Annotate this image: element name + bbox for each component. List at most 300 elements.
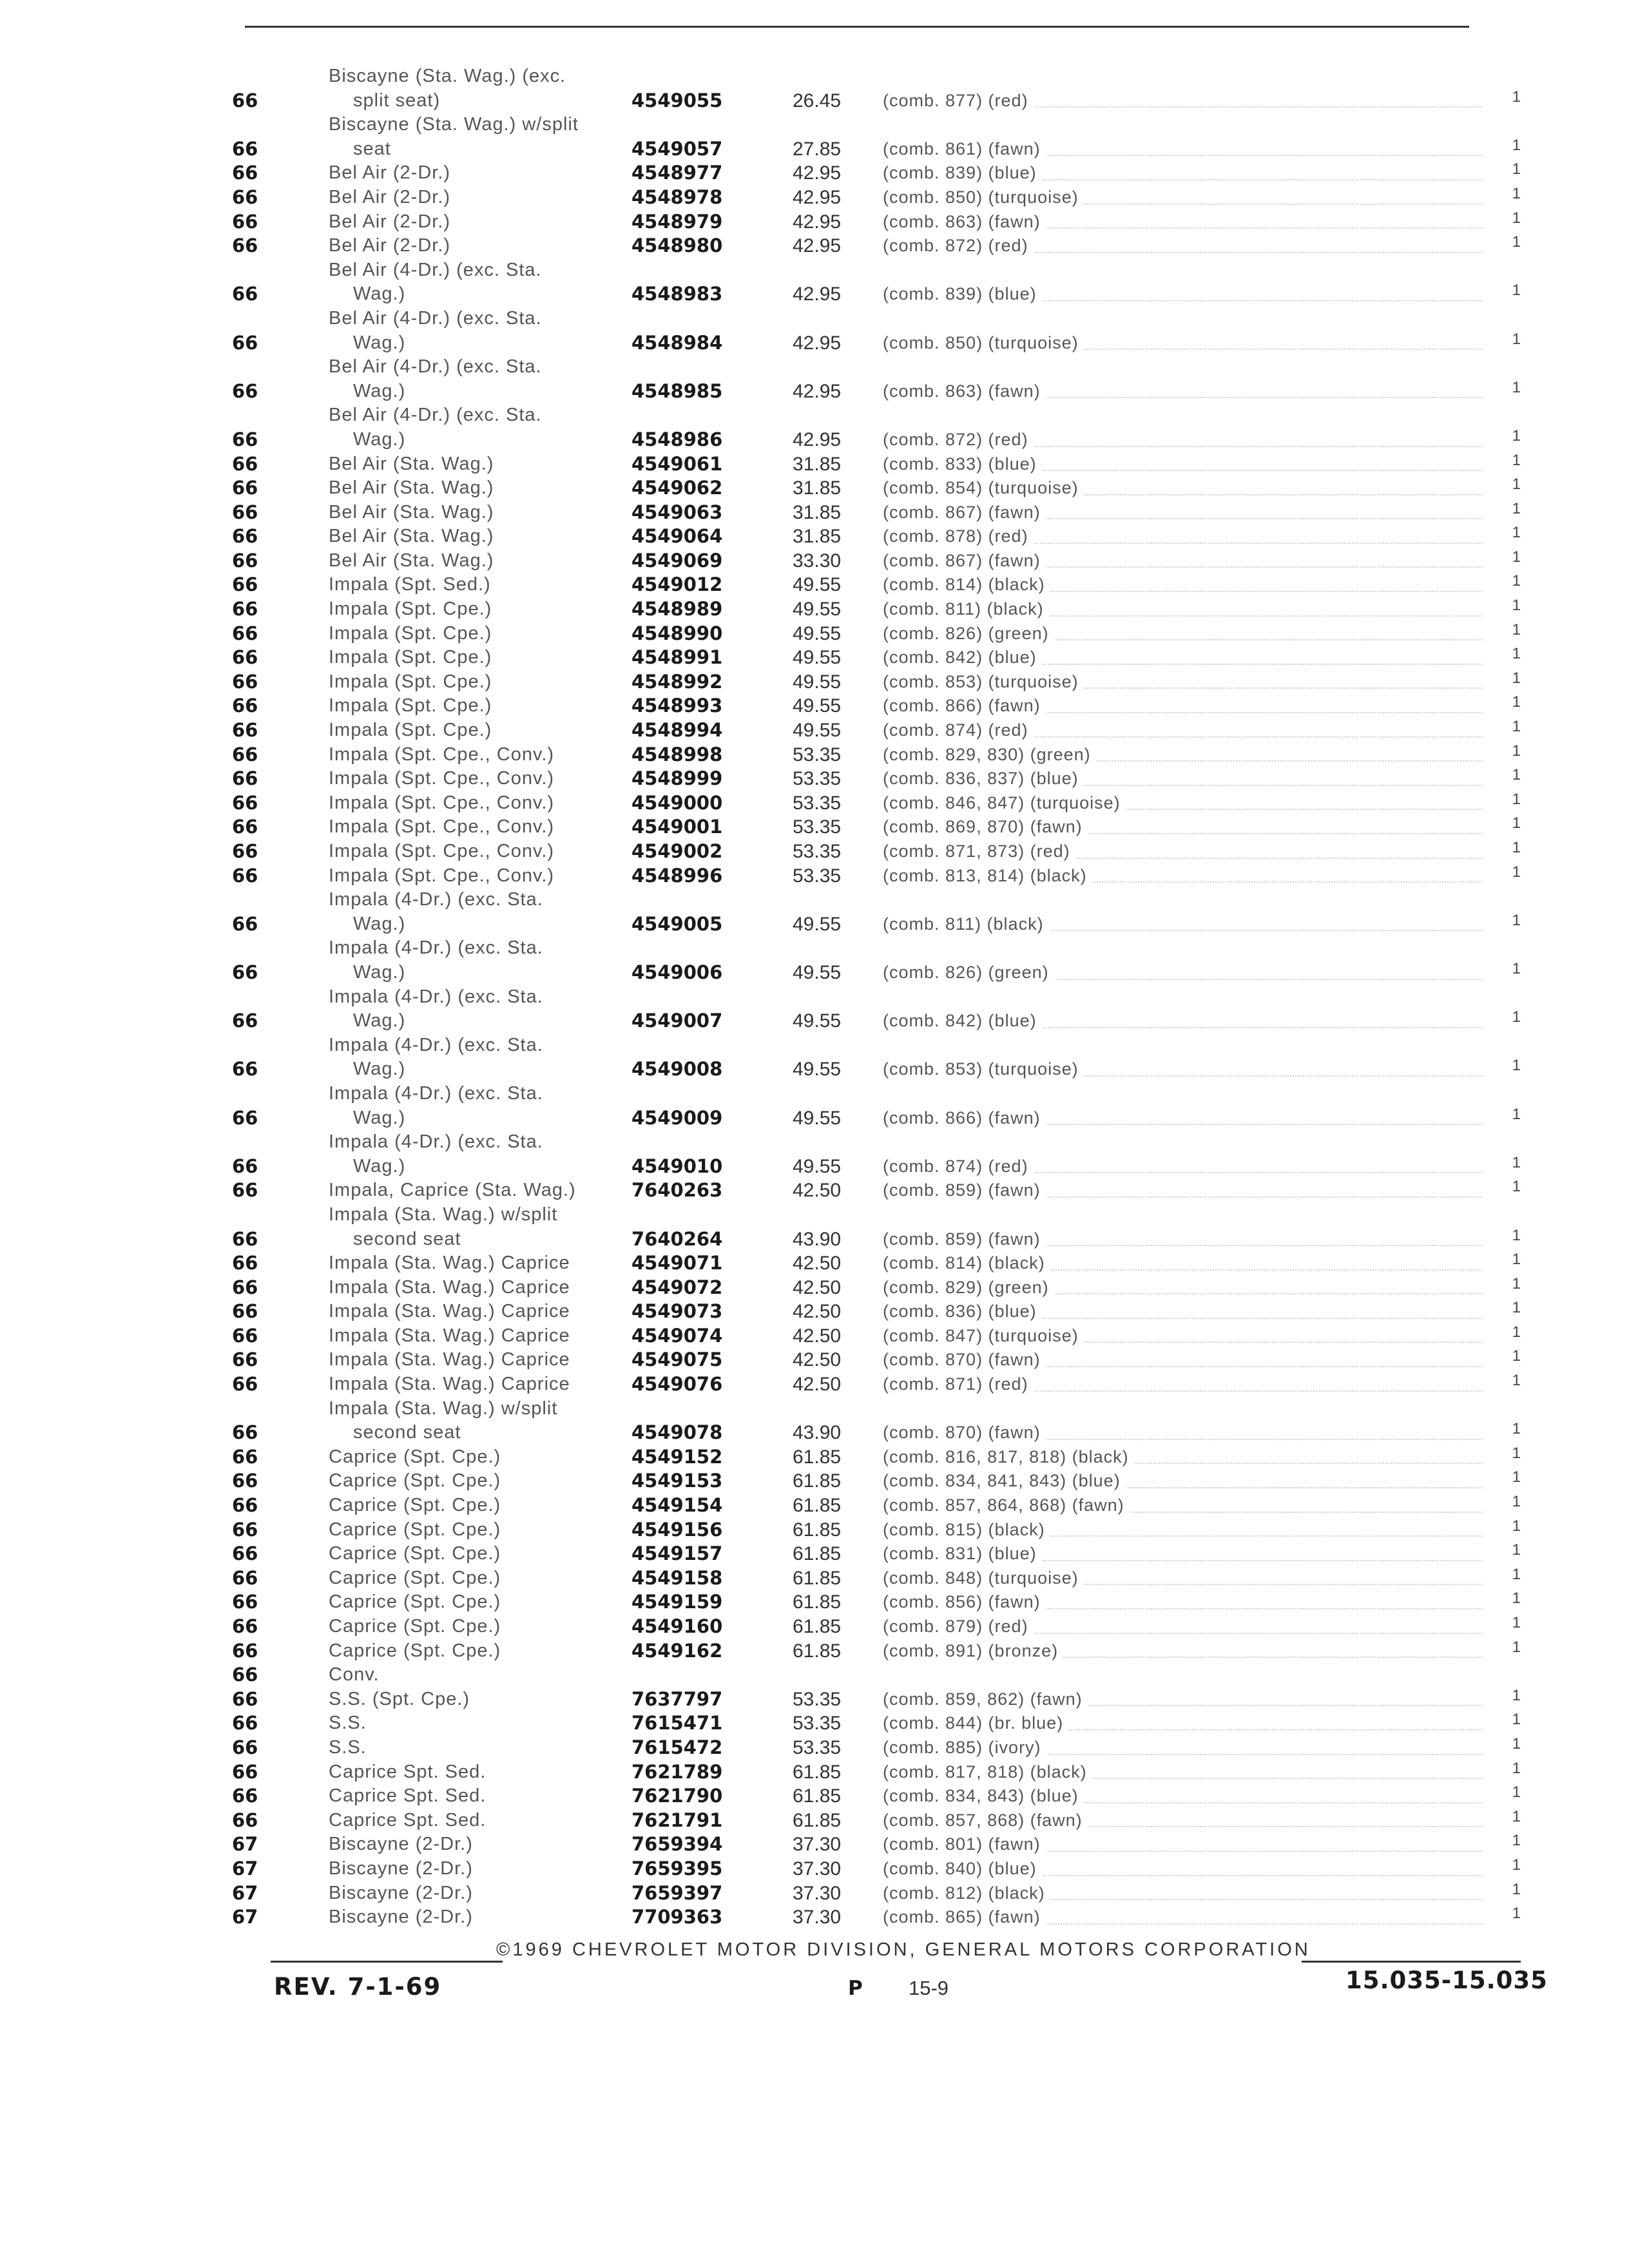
description-line: Impala (Spt. Cpe.) — [329, 647, 492, 668]
trim-combination-text: (comb. 847) (turquoise) — [883, 1326, 1084, 1345]
quantity: 1 — [1512, 184, 1521, 202]
quantity: 1 — [1512, 911, 1521, 929]
trim-combination-text: (comb. 859) (fawn) — [883, 1180, 1046, 1200]
model-year: 66 — [232, 1591, 258, 1613]
part-number: 4548979 — [631, 210, 723, 233]
part-row — [232, 1566, 1534, 1591]
quantity: 1 — [1512, 1251, 1521, 1269]
part-row — [232, 1760, 1534, 1785]
model-year: 66 — [232, 1373, 258, 1396]
trim-combination-text: (comb. 870) (fawn) — [883, 1350, 1046, 1369]
model-year: 66 — [232, 1687, 258, 1710]
description-line: Bel Air (2-Dr.) — [329, 186, 451, 207]
description-line: Impala (Spt. Cpe.) — [329, 622, 492, 644]
quantity: 1 — [1512, 1735, 1521, 1753]
model-year: 66 — [232, 1542, 258, 1565]
part-row — [232, 355, 1534, 403]
list-price: 61.85 — [793, 1543, 842, 1565]
trim-combination-text: (comb. 811) (black) — [883, 599, 1049, 619]
trim-combination — [883, 670, 1501, 695]
part-row — [232, 1639, 1534, 1664]
part-number: 4548990 — [631, 622, 723, 644]
vehicle-description — [329, 1809, 606, 1833]
model-year: 66 — [232, 210, 258, 233]
list-price: 61.85 — [793, 1470, 842, 1492]
quantity: 1 — [1512, 1468, 1521, 1486]
description-line: Caprice Spt. Sed. — [329, 1809, 487, 1831]
trim-combination — [883, 1663, 1501, 1687]
quantity: 1 — [1512, 1541, 1521, 1559]
part-number: 4548998 — [631, 743, 723, 765]
model-year: 66 — [232, 89, 258, 111]
trim-combination — [883, 1639, 1501, 1664]
description-line: Wag.) — [353, 913, 406, 934]
trim-combination-text: (comb. 826) (green) — [883, 963, 1054, 982]
quantity: 1 — [1512, 1274, 1521, 1293]
description-line: Wag.) — [353, 1010, 406, 1032]
part-number: 7621791 — [631, 1809, 723, 1831]
model-year: 66 — [232, 1179, 258, 1202]
part-number: 4549062 — [631, 477, 723, 499]
list-price: 49.55 — [793, 695, 842, 717]
list-price: 49.55 — [793, 647, 842, 669]
part-row — [232, 1809, 1534, 1833]
part-number: 4548978 — [631, 186, 723, 208]
vehicle-description — [329, 597, 606, 622]
vehicle-description — [329, 1178, 606, 1203]
trim-combination-text: (comb. 801) (fawn) — [883, 1834, 1046, 1854]
vehicle-description — [329, 670, 606, 695]
trim-combination — [883, 1009, 1501, 1033]
trim-combination — [883, 1421, 1501, 1445]
description-line: Wag.) — [353, 332, 406, 353]
vehicle-description — [329, 1082, 606, 1130]
trim-combination — [883, 694, 1501, 718]
description-line: Wag.) — [353, 1059, 406, 1080]
model-year: 66 — [232, 695, 258, 717]
vehicle-description — [329, 1832, 606, 1857]
trim-combination — [883, 912, 1501, 937]
part-row — [232, 524, 1534, 549]
vehicle-description — [329, 403, 606, 452]
trim-combination — [883, 840, 1501, 864]
part-row — [232, 307, 1534, 355]
trim-combination — [883, 210, 1501, 235]
description-line: S.S. (Spt. Cpe.) — [329, 1688, 470, 1709]
quantity: 1 — [1512, 1565, 1521, 1583]
part-row — [232, 888, 1534, 936]
list-price: 49.55 — [793, 599, 842, 620]
part-number: 4548986 — [631, 428, 723, 450]
part-row — [232, 113, 1534, 161]
trim-combination — [883, 282, 1501, 307]
description-line: Impala (Sta. Wag.) Caprice — [329, 1301, 570, 1322]
model-year: 66 — [232, 1421, 258, 1444]
part-row — [232, 646, 1534, 670]
trim-combination — [883, 234, 1501, 258]
part-number: 4549157 — [631, 1542, 723, 1565]
part-number: 4549005 — [631, 912, 723, 935]
part-row — [232, 1832, 1534, 1857]
trim-combination-text: (comb. 857, 868) (fawn) — [883, 1811, 1088, 1830]
description-line: Impala (Spt. Cpe.) — [329, 720, 492, 741]
vehicle-description — [329, 1857, 606, 1881]
vehicle-description — [329, 476, 606, 501]
part-number: 7709363 — [631, 1906, 723, 1928]
trim-combination-text: (comb. 874) (red) — [883, 720, 1034, 740]
list-price: 53.35 — [793, 865, 842, 887]
vehicle-description — [329, 1324, 606, 1349]
model-year: 66 — [232, 622, 258, 644]
list-price: 61.85 — [793, 1495, 842, 1517]
vehicle-description — [329, 1445, 606, 1470]
quantity: 1 — [1512, 160, 1521, 178]
model-year: 66 — [232, 573, 258, 596]
part-number: 4549006 — [631, 961, 723, 983]
description-line: Impala (Spt. Cpe.) — [329, 671, 492, 692]
trim-combination — [883, 1494, 1501, 1518]
description-line: Bel Air (Sta. Wag.) — [329, 453, 494, 474]
description-line: Caprice (Spt. Cpe.) — [329, 1495, 501, 1516]
description-line: Impala (Spt. Sed.) — [329, 574, 491, 595]
description-line: Bel Air (4-Dr.) (exc. Sta. — [329, 356, 542, 378]
quantity: 1 — [1512, 693, 1521, 711]
model-year: 66 — [232, 1736, 258, 1758]
quantity: 1 — [1512, 645, 1521, 663]
description-line: Impala (Spt. Cpe., Conv.) — [329, 744, 555, 765]
list-price: 49.55 — [793, 961, 842, 983]
vehicle-description — [329, 1542, 606, 1566]
part-number: 4549078 — [631, 1421, 723, 1444]
vehicle-description — [329, 1663, 606, 1687]
list-price: 42.50 — [793, 1374, 842, 1396]
part-row — [232, 1130, 1534, 1178]
footer-rule-left — [271, 1961, 503, 1963]
model-year: 66 — [232, 1349, 258, 1371]
list-price: 42.95 — [793, 380, 842, 402]
part-number: 4549009 — [631, 1106, 723, 1129]
part-number: 4548985 — [631, 380, 723, 402]
trim-combination-text: (comb. 859) (fawn) — [883, 1229, 1046, 1249]
description-line: Bel Air (Sta. Wag.) — [329, 550, 494, 571]
vehicle-description — [329, 1469, 606, 1494]
model-year: 66 — [232, 1058, 258, 1081]
quantity: 1 — [1512, 1686, 1521, 1704]
model-year: 66 — [232, 791, 258, 814]
part-row — [232, 1033, 1534, 1082]
vehicle-description — [329, 234, 606, 258]
top-rule — [245, 26, 1469, 28]
part-row — [232, 1251, 1534, 1276]
model-year: 66 — [232, 549, 258, 572]
description-line: Impala (4-Dr.) (exc. Sta. — [329, 986, 543, 1007]
description-line: Bel Air (Sta. Wag.) — [329, 477, 494, 499]
vehicle-description — [329, 864, 606, 889]
trim-combination — [883, 815, 1501, 840]
quantity: 1 — [1512, 1299, 1521, 1317]
vehicle-description — [329, 1639, 606, 1664]
quantity: 1 — [1512, 1711, 1521, 1729]
quantity: 1 — [1512, 790, 1521, 808]
part-row — [232, 1711, 1534, 1736]
model-year: 66 — [232, 1155, 258, 1177]
part-number: 4549057 — [631, 137, 723, 160]
list-price: 53.35 — [793, 768, 842, 790]
part-row — [232, 936, 1534, 985]
trim-combination — [883, 1372, 1501, 1397]
description-line: Impala (Sta. Wag.) Caprice — [329, 1349, 570, 1370]
trim-combination-text: (comb. 861) (fawn) — [883, 139, 1046, 159]
description-line: Impala (4-Dr.) (exc. Sta. — [329, 1131, 543, 1153]
part-row — [232, 718, 1534, 743]
quantity: 1 — [1512, 959, 1521, 977]
part-number: 7621789 — [631, 1760, 723, 1783]
trim-combination — [883, 428, 1501, 452]
vehicle-description — [329, 1566, 606, 1591]
part-row — [232, 1857, 1534, 1881]
list-price: 42.95 — [793, 162, 842, 184]
description-line: Caprice (Spt. Cpe.) — [329, 1470, 501, 1492]
quantity: 1 — [1512, 1153, 1521, 1171]
quantity: 1 — [1512, 1638, 1521, 1656]
trim-combination-text: (comb. 840) (blue) — [883, 1859, 1042, 1878]
part-row — [232, 1518, 1534, 1542]
part-number: 4549007 — [631, 1010, 723, 1032]
description-line: split seat) — [353, 90, 441, 111]
model-year: 66 — [232, 1445, 258, 1468]
trim-combination-text: (comb. 814) (black) — [883, 575, 1050, 594]
model-year: 66 — [232, 452, 258, 475]
part-row — [232, 597, 1534, 622]
part-number: 4549064 — [631, 525, 723, 548]
model-year: 66 — [232, 598, 258, 620]
part-row — [232, 1615, 1534, 1639]
part-row — [232, 210, 1534, 235]
description-line: Caprice (Spt. Cpe.) — [329, 1519, 501, 1540]
trim-combination — [883, 1736, 1501, 1760]
model-year: 66 — [232, 1106, 258, 1129]
trim-combination-text: (comb. 812) (black) — [883, 1883, 1050, 1903]
part-row — [232, 815, 1534, 840]
trim-combination — [883, 1155, 1501, 1179]
trim-combination — [883, 1445, 1501, 1470]
trim-combination-text: (comb. 834, 841, 843) (blue) — [883, 1471, 1126, 1490]
quantity: 1 — [1512, 451, 1521, 469]
list-price: 49.55 — [793, 1010, 842, 1032]
trim-combination — [883, 1809, 1501, 1833]
part-number: 7659394 — [631, 1833, 723, 1856]
trim-combination-text: (comb. 872) (red) — [883, 430, 1034, 449]
list-price: 33.30 — [793, 550, 842, 572]
quantity: 1 — [1512, 524, 1521, 542]
trim-combination-text: (comb. 863) (fawn) — [883, 212, 1046, 231]
vehicle-description — [329, 210, 606, 235]
trim-combination-text: (comb. 872) (red) — [883, 236, 1034, 255]
vehicle-description — [329, 1687, 606, 1712]
list-price: 31.85 — [793, 526, 842, 548]
trim-combination — [883, 1227, 1501, 1252]
part-row — [232, 840, 1534, 864]
part-number: 4549072 — [631, 1276, 723, 1298]
part-number: 4549073 — [631, 1300, 723, 1323]
description-line: Impala (4-Dr.) (exc. Sta. — [329, 1034, 543, 1055]
model-year: 66 — [232, 961, 258, 983]
part-number: 4549008 — [631, 1058, 723, 1081]
description-line: Conv. — [329, 1664, 380, 1686]
model-year: 66 — [232, 767, 258, 790]
page-label: P — [848, 1977, 863, 2000]
vehicle-description — [329, 113, 606, 161]
model-year: 66 — [232, 1010, 258, 1032]
list-price: 49.55 — [793, 622, 842, 644]
vehicle-description — [329, 1760, 606, 1785]
trim-combination-text: (comb. 885) (ivory) — [883, 1738, 1046, 1757]
part-row — [232, 573, 1534, 597]
vehicle-description — [329, 1494, 606, 1518]
trim-combination — [883, 1106, 1501, 1131]
part-number: 4549160 — [631, 1615, 723, 1637]
model-year: 66 — [232, 1566, 258, 1589]
model-year: 66 — [232, 186, 258, 208]
list-price: 53.35 — [793, 744, 842, 765]
part-number: 4549162 — [631, 1639, 723, 1662]
list-price: 37.30 — [793, 1882, 842, 1904]
trim-combination-text: (comb. 891) (bronze) — [883, 1641, 1063, 1660]
part-row — [232, 1494, 1534, 1518]
model-year: 66 — [232, 1809, 258, 1831]
trim-combination — [883, 452, 1501, 477]
trim-combination-text: (comb. 829, 830) (green) — [883, 745, 1096, 764]
parts-list — [232, 64, 1534, 1930]
part-number: 4549001 — [631, 816, 723, 838]
model-year: 66 — [232, 137, 258, 160]
quantity: 1 — [1512, 669, 1521, 687]
list-price: 61.85 — [793, 1591, 842, 1613]
trim-combination-text: (comb. 850) (turquoise) — [883, 333, 1084, 352]
quantity: 1 — [1512, 597, 1521, 615]
list-price: 53.35 — [793, 792, 842, 814]
quantity: 1 — [1512, 330, 1521, 348]
description-line: Bel Air (2-Dr.) — [329, 235, 451, 256]
vehicle-description — [329, 815, 606, 840]
model-year: 66 — [232, 1300, 258, 1323]
trim-combination-text: (comb. 817, 818) (black) — [883, 1762, 1092, 1782]
model-year: 66 — [232, 1785, 258, 1807]
part-row — [232, 670, 1534, 695]
part-number: 4549010 — [631, 1155, 723, 1177]
model-year: 66 — [232, 646, 258, 669]
part-number: 7615471 — [631, 1712, 723, 1735]
quantity: 1 — [1512, 282, 1521, 300]
model-year: 67 — [232, 1857, 258, 1879]
vehicle-description — [329, 1372, 606, 1397]
list-price: 61.85 — [793, 1640, 842, 1662]
copyright-notice: ©1969 CHEVROLET MOTOR DIVISION, GENERAL MOTORS CORPORATION — [496, 1939, 1311, 1960]
part-number: 4548991 — [631, 646, 723, 669]
description-line: Impala (Spt. Cpe.) — [329, 599, 492, 620]
model-year: 66 — [232, 670, 258, 693]
part-number: 4549061 — [631, 452, 723, 475]
quantity: 1 — [1512, 1880, 1521, 1898]
part-number: 4549154 — [631, 1494, 723, 1517]
description-line: Impala (Spt. Cpe., Conv.) — [329, 768, 555, 789]
trim-combination — [883, 791, 1501, 816]
trim-combination-text: (comb. 870) (fawn) — [883, 1423, 1046, 1442]
quantity: 1 — [1512, 1905, 1521, 1923]
trim-combination — [883, 380, 1501, 404]
trim-combination — [883, 1784, 1501, 1809]
description-line: Impala (Sta. Wag.) Caprice — [329, 1276, 570, 1298]
part-number: 7659397 — [631, 1881, 723, 1904]
part-number: 4549055 — [631, 89, 723, 111]
part-row — [232, 1590, 1534, 1615]
trim-combination-text: (comb. 842) (blue) — [883, 648, 1042, 667]
part-row — [232, 403, 1534, 452]
catalog-range: 15.035-15.035 — [1345, 1966, 1548, 1994]
vehicle-description — [329, 743, 606, 767]
list-price: 49.55 — [793, 574, 842, 596]
trim-combination-text: (comb. 865) (fawn) — [883, 1907, 1046, 1927]
trim-combination-text: (comb. 814) (black) — [883, 1253, 1050, 1273]
list-price: 61.85 — [793, 1567, 842, 1589]
quantity: 1 — [1512, 378, 1521, 396]
description-line: Caprice (Spt. Cpe.) — [329, 1616, 501, 1637]
model-year: 66 — [232, 719, 258, 742]
trim-combination — [883, 89, 1501, 113]
list-price: 42.50 — [793, 1325, 842, 1347]
trim-combination-text: (comb. 836) (blue) — [883, 1302, 1042, 1321]
vehicle-description — [329, 1348, 606, 1372]
part-number: 4549063 — [631, 501, 723, 523]
trim-combination-text: (comb. 811) (black) — [883, 914, 1049, 934]
vehicle-description — [329, 646, 606, 670]
part-row — [232, 767, 1534, 791]
quantity: 1 — [1512, 1759, 1521, 1777]
vehicle-description — [329, 767, 606, 791]
vehicle-description — [329, 1300, 606, 1324]
trim-combination — [883, 597, 1501, 622]
vehicle-description — [329, 501, 606, 525]
list-price: 49.55 — [793, 913, 842, 935]
part-number: 4549012 — [631, 573, 723, 596]
description-line: Biscayne (2-Dr.) — [329, 1858, 473, 1879]
description-line: Bel Air (4-Dr.) (exc. Sta. — [329, 307, 542, 329]
footer-rule-right — [1302, 1961, 1521, 1963]
trim-combination-text: (comb. 863) (fawn) — [883, 381, 1046, 401]
description-line: Bel Air (2-Dr.) — [329, 162, 451, 184]
quantity: 1 — [1512, 1420, 1521, 1438]
model-year: 66 — [232, 1615, 258, 1637]
vehicle-description — [329, 1615, 606, 1639]
trim-combination-text: (comb. 867) (fawn) — [883, 503, 1046, 522]
list-price: 42.50 — [793, 1276, 842, 1298]
description-line: Impala (Sta. Wag.) Caprice — [329, 1374, 570, 1395]
list-price: 42.50 — [793, 1253, 842, 1274]
part-row — [232, 1082, 1534, 1130]
trim-combination-text: (comb. 834, 843) (blue) — [883, 1786, 1084, 1805]
model-year: 66 — [232, 1494, 258, 1517]
vehicle-description — [329, 840, 606, 864]
quantity: 1 — [1512, 427, 1521, 445]
part-number: 4549069 — [631, 549, 723, 572]
list-price: 42.95 — [793, 428, 842, 450]
trim-combination — [883, 767, 1501, 791]
page-number: 15-9 — [909, 1977, 949, 1999]
description-line: seat — [353, 138, 391, 159]
trim-combination — [883, 743, 1501, 767]
part-row — [232, 1469, 1534, 1494]
description-line: second seat — [353, 1228, 461, 1249]
